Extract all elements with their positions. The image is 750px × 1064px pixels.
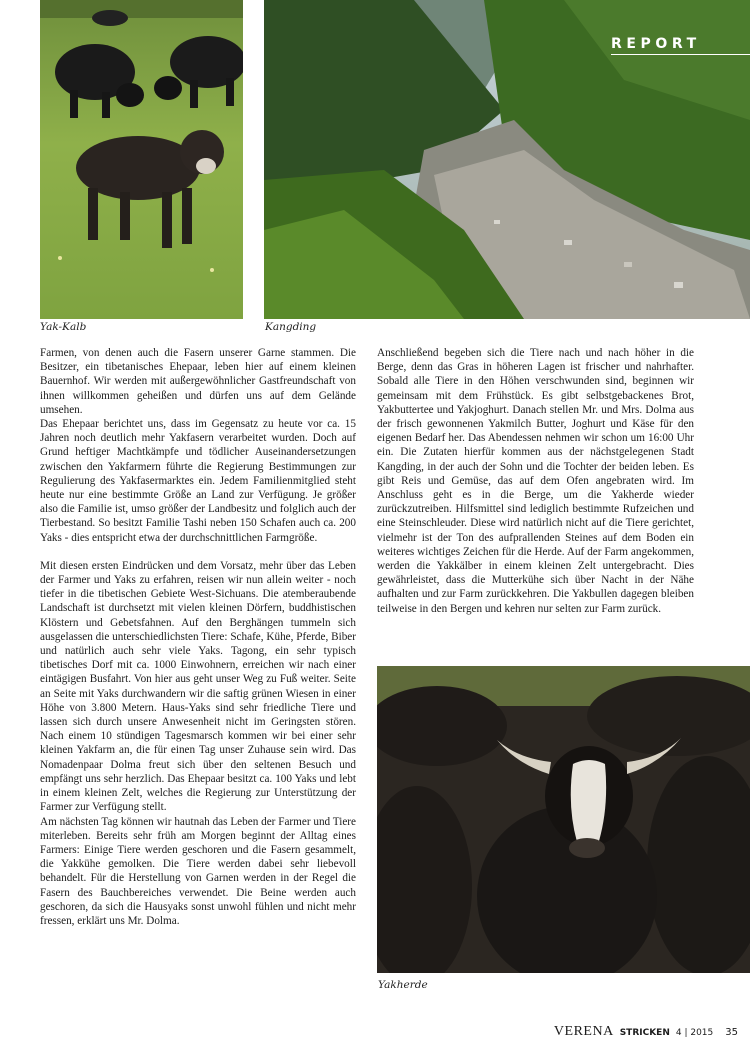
- section-label: REPORT: [611, 36, 701, 52]
- yakherd-caption: Yakherde: [378, 979, 428, 991]
- yak-herd-photo: [377, 666, 750, 973]
- kangding-caption: Kangding: [265, 321, 317, 333]
- footer-issue: 4 | 2015: [675, 1028, 714, 1038]
- page-footer: [554, 1024, 738, 1040]
- footer-brand: VERENA: [553, 1024, 614, 1039]
- footer-magazine: STRICKEN: [619, 1028, 670, 1038]
- article-paragraph: Anschließend begeben sich die Tiere nach und nach höher in die Berge, denn das Gras in höheren Lagen ist frischer und nahrhafter. Sobald alle Tiere in den Höhen verschwunden sind, beginnen wir gemeinsam mit dem Frühstück. Es gibt selbstgebackenes Brot, Yakbuttertee und Yakjoghurt. Danach stellen Mr. und Mrs. Dolma aus der frisch gewonnenen Yakmilch Butter, Joghurt und Käse für den eigenen Bedarf her. Das Abendessen nehmen wir schon um 16:00 Uhr ein. Die Zutaten hierfür kommen aus der nächstgelegenen Stadt Kangding, in der auch der Sohn und die Tochter der beiden leben. Es gibt Reis und Gemüse, das auf dem Ofen angebraten wird. Im Anschluss geht es in die Berge, um die Yakherde wieder zurückzutreiben. Hilfsmittel sind lediglich bestimmte Rufzeichen und eine Steinschleuder. Diese wird natürlich nicht auf die Tiere gerichtet, vielmehr ist der Ton des aufprallenden Steines auf dem Boden ein weiteres wichtiges Zeichen für die Herde. Auf der Farm angekommen, werden die Yakkälber in einem kleinen Zelt untergebracht. Dies gewährleistet, dass die Mutterkühe sich über Nacht in der Nähe aufhalten und zur Farm zurückkehren. Die Yakbullen dagegen bleiben teilweise in den Bergen und kehren nur selten zur Farm zurück.: [377, 347, 694, 615]
- section-label-rule: [611, 54, 750, 55]
- article-paragraph: Am nächsten Tag können wir hautnah das Leben der Farmer und Tiere miterleben. Bereits sehr früh am Morgen beginnt der Alltag eines Farmers: Einige Tiere werden geschoren und die Fasern gesammelt, die Yakkühe gemolken. Die Tiere werden dabei sehr liebevoll behandelt. Für die Herstellung von Garnen werden in der Regel die Fasern des Bauchbereiches verwendet. Die Beine werden auch geschoren, da sich die Hausyaks sonst unwohl fühlen und nicht mehr fressen, erklärt uns Mr. Dolma.: [40, 815, 356, 927]
- article-paragraph: Das Ehepaar berichtet uns, dass im Gegensatz zu heute vor ca. 15 Jahren noch deutlich mehr Yakfasern verarbeitet wurden. Doch auf Grund heftiger Machtkämpfe und tödlicher Auseinandersetzungen zwischen den Yakfarmern führte die Regierung Bestimmungen zur Regulierung des Yakfasermarktes ein. Jedem Familienmitglied steht heute nur eine bestimmte Größe an Land zur Verfügung. Je größer also die Familie ist, umso größer der Landbesitz und folglich auch der Tierbestand. So besitzt Familie Tashi neben 150 Schafen auch ca. 200 Yaks - dies entspricht etwa der durchschnittlichen Farmgröße.: [40, 418, 356, 544]
- article-right-column: [377, 346, 694, 616]
- page-number: 35: [725, 1027, 738, 1038]
- article-left-column: [40, 346, 356, 928]
- article-paragraph: Farmen, von denen auch die Fasern unserer Garne stammen. Die Besitzer, ein tibetanisches Ehepaar, leben hier auf einem kleinen Bauernhof. Wir werden mit außergewöhnlicher Gastfreundschaft von ihnen willkommen geheißen und dürfen uns auf dem Gelände umsehen.: [40, 347, 356, 416]
- article-paragraph: Mit diesen ersten Eindrücken und dem Vorsatz, mehr über das Leben der Farmer und Yaks zu erfahren, reisen wir nun allein weiter - noch tiefer in die tibetischen Gebiete West-Sichuans. Die atemberaubende Landschaft ist durchsetzt mit vielen kleinen Dörfern, buddhistischen Klöstern und Gebetsfahnen. Auf den Berghängen tummeln sich ausgelassen die unterschiedlichsten Tiere: Schafe, Kühe, Pferde, Biber und natürlich auch sehr viele Yaks. Tagong, ein sehr typisch tibetisches Dorf mit ca. 1000 Einwohnern, erreichen wir nach einer eintägigen Busfahrt. Von hier aus geht unser Weg zu Fuß weiter. Seite an Seite mit Yaks durchwandern wir die saftig grünen Wiesen in einer Höhe von 3.800 Metern. Haus-Yaks sind sehr friedliche Tiere und lassen sich durch unsere Anwesenheit nicht im Geringsten stören. Nach einem 10 stündigen Tagesmarsch kommen wir bei einer sehr kleinen Yakfarm an, die für einen Tag unser Zuhause sein wird. Das Nomadenpaar Dolma freut sich über den seltenen Besuch und empfängt uns sehr herzlich. Das Ehepaar besitzt ca. 100 Yaks und lebt in einem kleinen Zelt, welches die Regierung zur Unterstützung der Farmer zur Verfügung stellt.: [40, 559, 356, 814]
- yak-calf-caption: Yak-Kalb: [40, 321, 87, 333]
- yak-calf-photo: [40, 0, 243, 319]
